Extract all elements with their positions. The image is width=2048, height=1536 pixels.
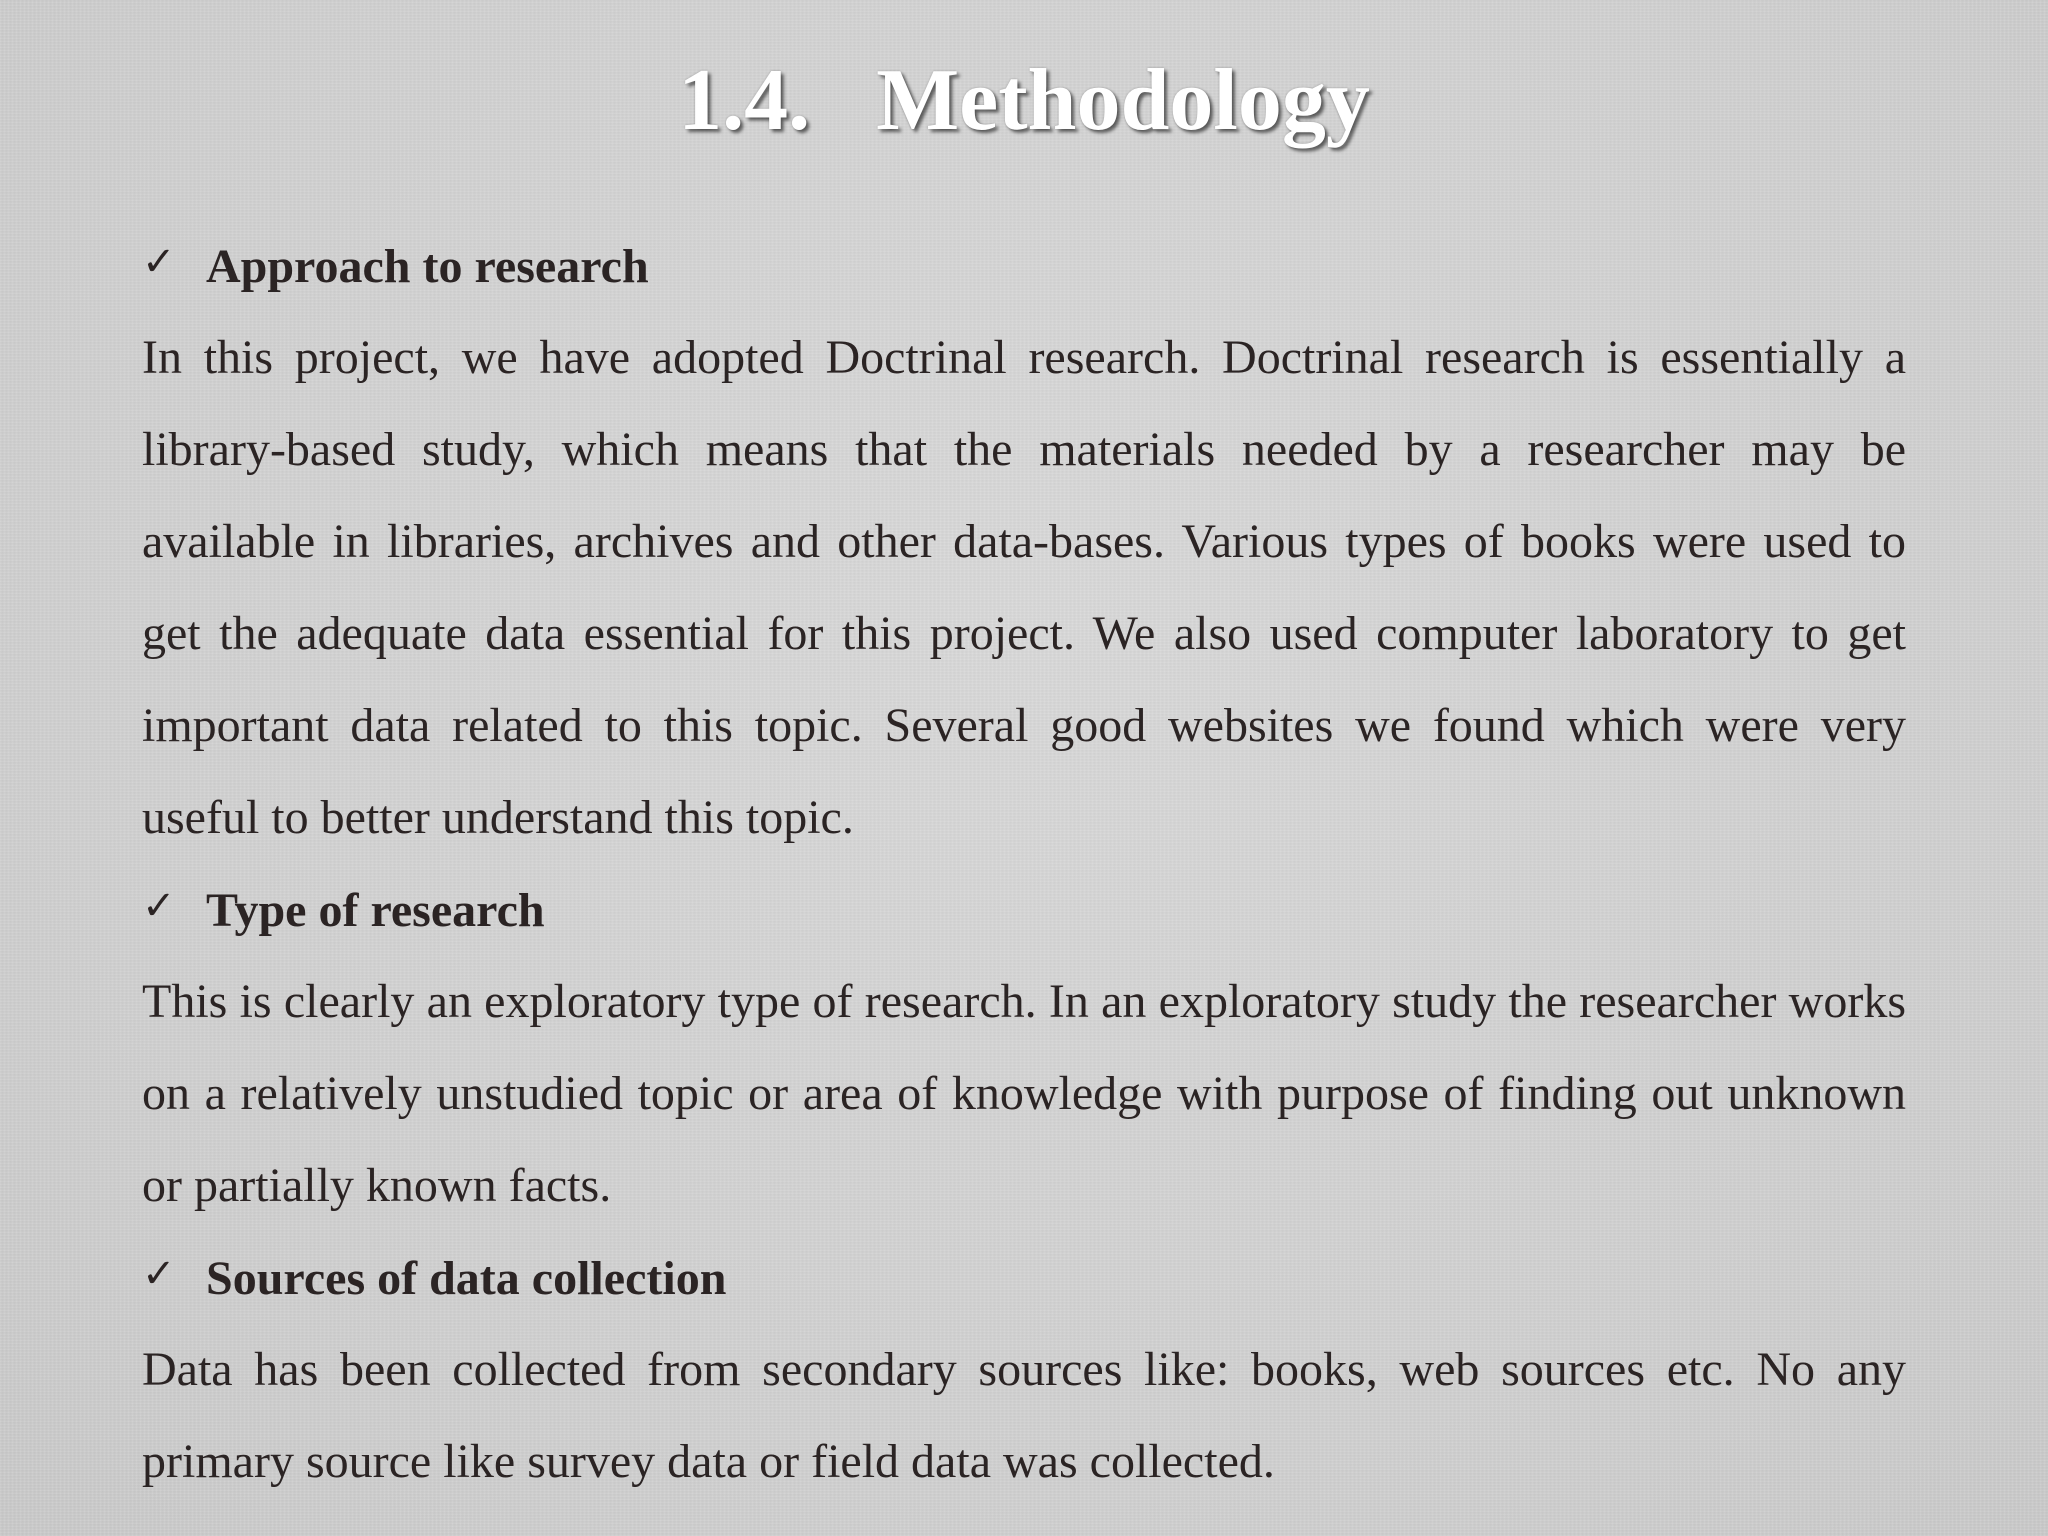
section-heading-label: Approach to research <box>206 239 649 293</box>
checkmark-icon: ✓ <box>142 1251 176 1296</box>
slide-content <box>142 220 1906 1508</box>
section-body: In this project, we have adopted Doctrinal research. Doctrinal research is essentially a library-based study, which means that the materials needed by a researcher may be available in libraries, archives and other data-bases. Various types of books were used to get the adequate data essential for this project. We also used computer laboratory to get important data related to this topic. Several good websites we found which were very useful to better understand this topic. <box>142 331 1906 844</box>
section-approach-to-research <box>142 220 1906 864</box>
section-body: This is clearly an exploratory type of research. In an exploratory study the researcher works on a relatively unstudied topic or area of knowledge with purpose of finding out unknown or partially known facts. <box>142 975 1906 1212</box>
section-heading <box>142 864 1906 956</box>
section-sources-of-data-collection <box>142 1232 1906 1508</box>
checkmark-icon: ✓ <box>142 883 176 928</box>
checkmark-icon: ✓ <box>142 239 176 284</box>
section-type-of-research <box>142 864 1906 1232</box>
slide-title: 1.4. Methodology <box>678 52 1370 149</box>
section-heading <box>142 220 1906 312</box>
section-heading <box>142 1232 1906 1324</box>
section-body: Data has been collected from secondary sources like: books, web sources etc. No any primary source like survey data or field data was collected. <box>142 1343 1906 1488</box>
section-heading-label: Type of research <box>206 883 545 937</box>
section-heading-label: Sources of data collection <box>206 1251 727 1305</box>
